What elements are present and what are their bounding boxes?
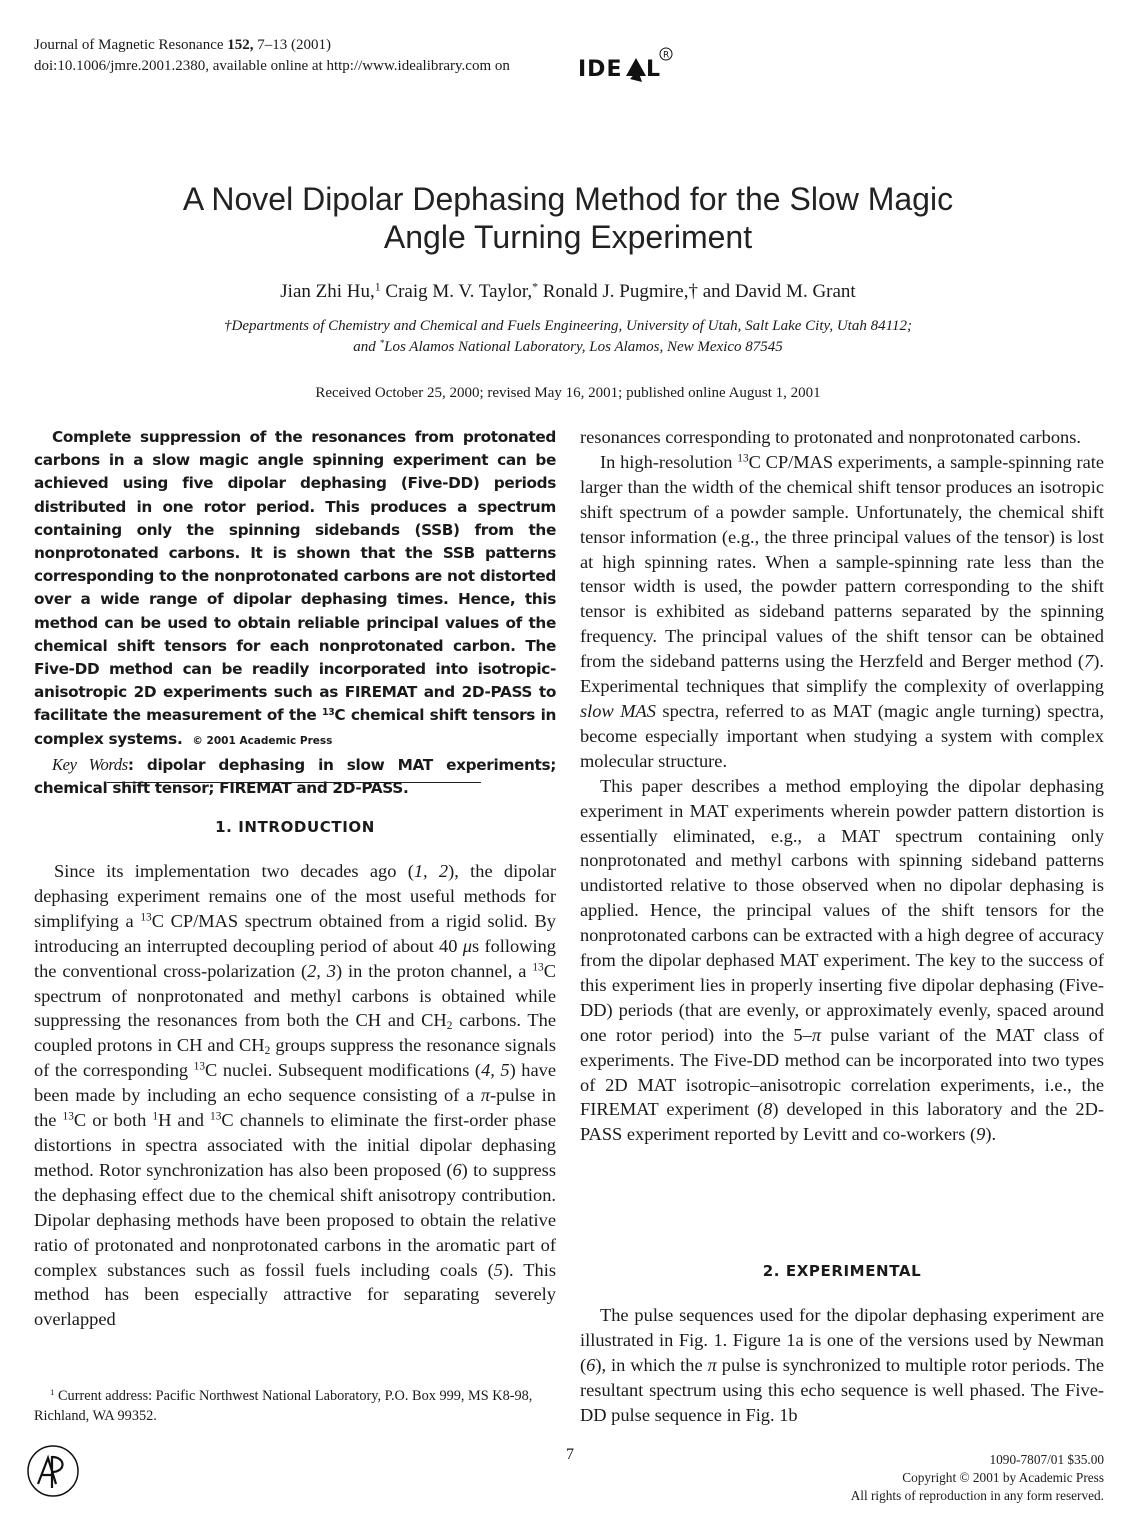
intro-text: C channels to eliminate the first-order phase distortions in spectra associated with the initial dipolar dephasing method. Rotor synchronization has also been proposed (	[34, 1110, 556, 1180]
affiliation-mark: *	[379, 338, 385, 349]
para-text: spectra, referred to as MAT (magic angle turning) spectra, become especially important when studying a system with complex molecular structure.	[580, 700, 1104, 771]
sup: 13	[737, 452, 749, 465]
continued-paragraph: resonances corresponding to protonated and nonprotonated carbons.	[580, 427, 1081, 447]
svg-text:IDE: IDE	[578, 57, 623, 82]
title-line-1: A Novel Dipolar Dephasing Method for the Slow Magic	[182, 181, 954, 217]
para-text: ).	[985, 1124, 997, 1145]
key-words	[34, 753, 556, 800]
sup: 13	[62, 1110, 74, 1123]
emphasis: slow MAS	[580, 700, 656, 721]
doi-line: doi:10.1006/jmre.2001.2380, available online at http://www.idealibrary.com on	[34, 58, 510, 74]
journal-pages-year: 7–13 (2001)	[257, 37, 332, 53]
svg-text:L: L	[646, 57, 661, 82]
intro-text: C nuclei. Subsequent modifications (	[205, 1060, 482, 1081]
footnote-mark: 1	[50, 1387, 55, 1398]
press-notice: © 2001 Academic Press	[192, 734, 333, 747]
mu-symbol: μ	[462, 935, 472, 956]
author-3-4: Ronald J. Pugmire,† and David M. Grant	[538, 281, 856, 302]
paragraph-mas	[580, 450, 1104, 774]
abstract-text	[34, 426, 556, 753]
affiliation-line-2	[60, 337, 1076, 358]
right-column-body	[580, 425, 1104, 1147]
key-words-label: Key Words	[52, 754, 128, 774]
received-dates: Received October 25, 2000; revised May 16, 2001; published online August 1, 2001	[315, 385, 821, 401]
intro-text: -pulse in the	[34, 1085, 556, 1131]
author-1: Jian Zhi Hu,	[280, 281, 375, 302]
intro-text: ) in the proton channel, a	[335, 960, 533, 981]
author-2-mark: *	[532, 280, 539, 294]
intro-text: ) to suppress the dephasing effect due to the chemical shift anisotropy contribution. Dipolar dephasing methods have been proposed to obtain the relative ratio of protonated and nonprotonated carbons in the aromatic part of complex substances such as fossil fuels including coals (	[34, 1159, 557, 1280]
intro-paragraph	[34, 859, 556, 1332]
journal-name: Journal of Magnetic Resonance	[34, 37, 224, 53]
para-text: The pulse sequences used for the dipolar dephasing experiment are illustrated in Fig. 1. Figure 1a is one of the versions used by Newman (	[580, 1305, 1104, 1375]
ref: 1, 2	[413, 861, 449, 881]
rights-line: All rights of reproduction in any form reserved.	[850, 1488, 1104, 1503]
pi-symbol: π	[811, 1024, 822, 1045]
intro-text: groups suppress the resonance signals of the corresponding	[34, 1035, 556, 1081]
footnote-text: Current address: Pacific Northwest National Laboratory, P.O. Box 999, MS K8-98, Richland, WA 99352.	[34, 1388, 533, 1424]
sub: 2	[264, 1045, 271, 1058]
intro-text: ). This method has been especially attractive for separating severely overlapped	[34, 1259, 556, 1330]
intro-text: C spectrum of nonprotonated and methyl carbons is obtained while suppressing the resonances from both the CH and CH	[34, 960, 556, 1031]
issn-price: 1090-7807/01 $35.00	[989, 1452, 1104, 1467]
affiliation-prefix: and	[353, 339, 380, 355]
pi-symbol: π	[480, 1085, 491, 1106]
svg-text:R: R	[663, 50, 670, 61]
ref: 7	[1084, 651, 1094, 672]
abstract-sup: 13	[321, 707, 335, 719]
experimental-body	[580, 1303, 1104, 1428]
section-heading-introduction: 1. INTRODUCTION	[215, 818, 375, 836]
page-number: 7	[566, 1446, 574, 1463]
ref: 6	[452, 1159, 462, 1180]
copyright-line: Copyright © 2001 by Academic Press	[902, 1470, 1104, 1485]
para-text: ), in which the	[595, 1354, 708, 1375]
intro-text: s following the conventional cross-polarization (	[34, 935, 556, 981]
abstract	[34, 426, 556, 800]
ref: 2, 3	[307, 960, 336, 981]
title-line-2: Angle Turning Experiment	[383, 219, 753, 255]
intro-text: C or both	[73, 1110, 153, 1131]
intro-text: ) have been made by including an echo sequence consisting of a	[34, 1060, 556, 1106]
ref: 6	[586, 1354, 596, 1375]
affiliation-rest: Los Alamos National Laboratory, Los Alamos, New Mexico 87545	[384, 339, 783, 355]
copyright-block	[704, 1451, 1104, 1505]
author-list	[60, 280, 1076, 304]
sup: 13	[210, 1110, 222, 1123]
para-text: ). Experimental techniques that simplify the complexity of overlapping	[580, 651, 1104, 697]
ref: 5	[493, 1259, 503, 1280]
paragraph-method	[580, 774, 1104, 1148]
affiliations	[60, 316, 1076, 358]
sup: 1	[152, 1110, 159, 1123]
sup: 13	[140, 911, 152, 924]
intro-text: H and	[158, 1110, 211, 1131]
intro-text: ), the dipolar dephasing experiment remains one of the most useful methods for simplifying a	[34, 861, 556, 931]
paragraph-pulse-sequences	[580, 1303, 1104, 1428]
ref: 4, 5	[481, 1060, 510, 1081]
journal-volume: 152,	[227, 37, 254, 53]
abstract-text-a: Complete suppression of the resonances from protonated carbons in a slow magic angle spinning experiment can be achieved using five dipolar dephasing (Five-DD) periods distributed in one rotor period. This produces a spectrum containing only the spinning sidebands (SSB) from the nonprotonated carbons. It is shown that the SSB patterns corresponding to the nonprotonated carbons are not distorted over a wide range of dipolar dephasing times. Hence, this method can be used to obtain reliable principal values of the chemical shift tensors for each nonprotonated carbon. The Five-DD method can be readily incorporated into isotropic-anisotropic 2D experiments such as FIREMAT and 2D-PASS to facilitate the measurement of the	[34, 428, 556, 725]
section-heading-experimental: 2. EXPERIMENTAL	[762, 1262, 922, 1280]
sup: 13	[532, 961, 544, 974]
ideal-logo	[578, 46, 678, 86]
sup: 13	[193, 1060, 206, 1073]
para-text: C CP/MAS experiments, a sample-spinning rate larger than the width of the chemical shift tensor produces an isotropic shift spectrum of a powder sample. Unfortunately, the chemical shift tensor information (e.g., the three principal values of the tensor) is lost at high spinning rates. When a sample-spinning rate less than the tensor width is used, the powder pattern corresponding to the shift tensor is exhibited as sideband patterns separated by the spinning frequency. The principal values of the shift tensor can be obtained from the sideband patterns using the Herzfeld and Berger method (	[580, 451, 1104, 672]
para-text: ) developed in this laboratory and the 2D-PASS experiment reported by Levitt and co-workers (	[580, 1099, 1104, 1145]
para-text: This paper describes a method employing the dipolar dephasing experiment in MAT experiments wherein powder pattern distortion is essentially eliminated, e.g., a MAT spectrum containing only nonprotonated and methyl carbons with spinning sideband patterns undistorted relative to those observed when no dipolar dephasing is applied. Hence, the principal values of the shift tensors for the nonprotonated carbons can be extracted with a high degree of accuracy from the dipolar dephased MAT experiment. The key to the success of this experiment lies in properly inserting five dipolar dephasing (Five-DD) periods (that are evenly, or approximately evenly, spaced around one rotor period) into the 5–	[580, 775, 1104, 1045]
affiliation-line-1: †Departments of Chemistry and Chemical and Fuels Engineering, University of Utah, Salt Lake City, Utah 84112;	[224, 318, 912, 334]
introduction-body	[34, 859, 556, 1332]
para-text: In high-resolution	[600, 451, 738, 472]
sub: 2	[446, 1020, 453, 1033]
abstract-text-b: C chemical shift tensors in complex systems.	[34, 706, 557, 748]
ref: 8	[763, 1099, 773, 1120]
intro-text: C CP/MAS spectrum obtained from a rigid solid. By introducing an interrupted decoupling period of about 40	[34, 910, 556, 956]
para-text: pulse is synchronized to multiple rotor periods. The resultant spectrum using this echo sequence is well phased. The Five-DD pulse sequence in Fig. 1b	[580, 1354, 1104, 1425]
abstract-divider	[107, 782, 481, 783]
para-text: pulse variant of the MAT class of experiments. The Five-DD method can be incorporated into two types of 2D MAT isotropic–anisotropic correlation experiments, i.e., the FIREMAT experiment (	[580, 1024, 1104, 1120]
pi-symbol: π	[707, 1354, 717, 1375]
intro-text: Since its implementation two decades ago (	[54, 861, 414, 881]
footnote	[34, 1386, 556, 1426]
academic-press-logo	[26, 1444, 80, 1498]
ref: 9	[976, 1124, 986, 1145]
paper-title	[60, 180, 1076, 256]
author-1-footnote-mark: 1	[374, 280, 381, 294]
key-words-text: : dipolar dephasing in slow MAT experiments; chemical shift tensor; FIREMAT and 2D-PASS.	[34, 755, 556, 798]
author-2: Craig M. V. Taylor,	[380, 281, 533, 302]
intro-text: carbons. The coupled protons in CH and CH	[34, 1010, 556, 1056]
